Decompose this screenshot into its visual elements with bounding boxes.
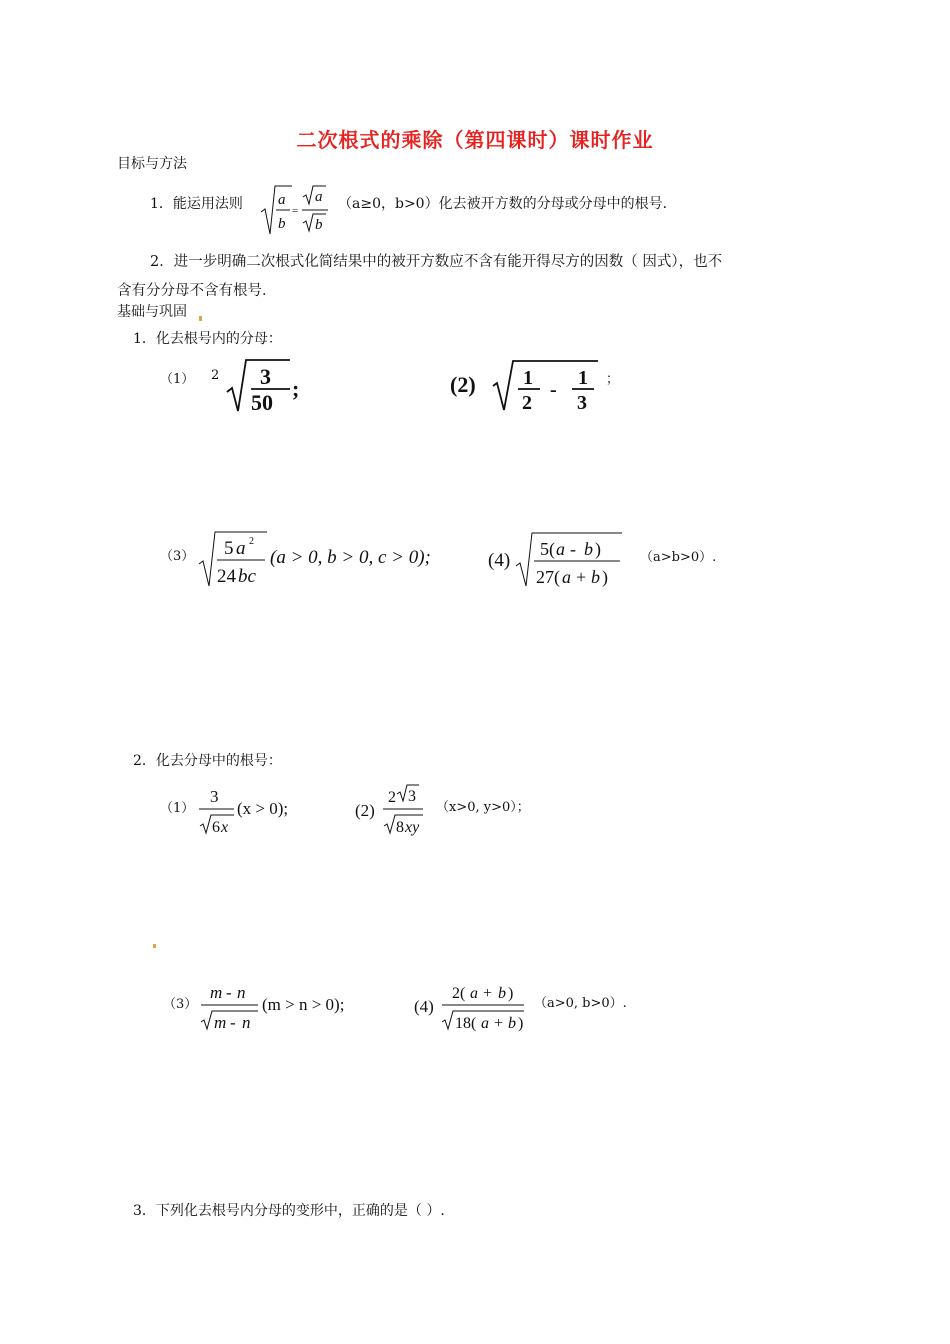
q1-part4-formula <box>488 528 630 590</box>
question-1-label: 1．化去根号内的分母： <box>133 331 282 347</box>
goal-item-1-prefix: 1．能运用法则 <box>150 196 243 212</box>
svg-text:(2): (2) <box>450 372 476 397</box>
svg-text:1: 1 <box>578 367 588 389</box>
svg-text:a: a <box>236 538 246 559</box>
svg-text:-: - <box>570 539 576 559</box>
svg-text:n: n <box>237 983 246 1002</box>
svg-text:m: m <box>210 983 223 1002</box>
svg-text:3: 3 <box>210 787 219 806</box>
svg-text:18(: 18( <box>455 1015 477 1032</box>
svg-text:-: - <box>230 1013 236 1032</box>
q1-part2-end: ； <box>606 372 620 387</box>
q1-part2-formula <box>450 356 620 414</box>
svg-text:+: + <box>494 1015 504 1032</box>
page-title: 二次根式的乘除（第四课时）课时作业 <box>296 128 654 152</box>
q2-part3-condition: (m > n > 0); <box>262 995 345 1014</box>
svg-text:24: 24 <box>217 566 236 587</box>
svg-text:+: + <box>483 985 493 1002</box>
svg-text:-: - <box>226 983 232 1002</box>
q1-part1-label: （1） <box>160 372 195 387</box>
q2-part4-formula <box>414 978 530 1036</box>
svg-text:6: 6 <box>212 819 220 836</box>
svg-text:+: + <box>576 567 587 587</box>
q2-part2-formula <box>355 782 437 838</box>
svg-text:8: 8 <box>396 819 404 836</box>
q1-part1-formula <box>224 356 308 414</box>
svg-text:b: b <box>315 217 323 233</box>
svg-text:5(: 5( <box>540 539 555 559</box>
svg-text:50: 50 <box>251 390 273 414</box>
question-2-label: 2．化去分母中的根号： <box>133 753 282 769</box>
goal-item-2-line2: 含有分分母不含有根号． <box>117 283 277 299</box>
q2-part2-condition: （x>0, y>0）； <box>436 800 530 815</box>
svg-text:): ) <box>595 539 601 559</box>
q1-part3-formula <box>197 528 277 590</box>
svg-text:2: 2 <box>522 392 532 414</box>
svg-text:1: 1 <box>523 367 533 389</box>
svg-text:5: 5 <box>224 538 234 559</box>
q1-part4-condition: （a>b>0）. <box>640 550 717 565</box>
svg-text:): ) <box>508 985 514 1002</box>
q2-part1-label: （1） <box>160 801 195 816</box>
svg-text:3: 3 <box>577 392 587 414</box>
svg-text:b: b <box>498 985 506 1002</box>
svg-text:(4): (4) <box>488 550 511 571</box>
section-heading-goals: 目标与方法 <box>117 156 187 172</box>
svg-text:2: 2 <box>249 536 254 547</box>
svg-text:2(: 2( <box>452 985 466 1002</box>
svg-text:xy: xy <box>405 819 420 836</box>
svg-text:;: ; <box>292 376 300 401</box>
svg-text:-: - <box>550 379 557 401</box>
svg-text:b: b <box>278 216 286 232</box>
q2-part1-formula <box>196 782 240 838</box>
q2-part3-label: （3） <box>163 997 198 1012</box>
svg-text:a: a <box>562 567 571 587</box>
svg-text:3: 3 <box>408 788 416 805</box>
svg-text:(4): (4) <box>414 997 434 1016</box>
q1-part1-coefficient: 2 <box>211 368 220 383</box>
svg-text:): ) <box>518 1015 524 1032</box>
svg-text:27(: 27( <box>536 567 560 587</box>
goal-item-1-condition: （a≥0，b>0）化去被开方数的分母或分母中的根号． <box>338 196 677 212</box>
svg-text:a: a <box>470 985 478 1002</box>
svg-text:m: m <box>214 1013 227 1032</box>
q2-part3-formula <box>198 978 262 1036</box>
svg-text:b: b <box>591 567 600 587</box>
goal-item-2-line1: 2．进一步明确二次根式化简结果中的被开方数应不含有能开得尽方的因数（ 因式），也不 <box>150 254 723 270</box>
question-3-label: 3．下列化去根号内分母的变形中，正确的是（ ）. <box>133 1203 445 1219</box>
svg-text:2: 2 <box>388 789 396 806</box>
svg-text:a: a <box>278 192 286 208</box>
svg-text:x: x <box>221 819 229 836</box>
svg-text:a: a <box>481 1015 489 1032</box>
marker-dot <box>199 316 202 321</box>
svg-text:(2): (2) <box>355 801 375 820</box>
svg-text:a: a <box>315 189 323 205</box>
svg-text:3: 3 <box>260 364 271 389</box>
svg-text:b: b <box>584 539 593 559</box>
rule-formula <box>258 182 336 242</box>
q1-part3-label: （3） <box>160 549 195 564</box>
svg-text:bc: bc <box>238 566 256 587</box>
svg-text:): ) <box>602 567 608 587</box>
svg-text:n: n <box>242 1013 251 1032</box>
svg-text:b: b <box>508 1015 516 1032</box>
svg-text:a: a <box>556 539 565 559</box>
q1-part3-condition: (a > 0, b > 0, c > 0); <box>270 547 431 568</box>
svg-text:=: = <box>292 205 299 217</box>
q2-part1-condition: (x > 0); <box>237 799 289 818</box>
q2-part4-condition: （a>0, b>0）. <box>534 996 627 1011</box>
section-heading-basics: 基础与巩固 <box>117 304 187 320</box>
marker-dot-2 <box>153 944 156 948</box>
